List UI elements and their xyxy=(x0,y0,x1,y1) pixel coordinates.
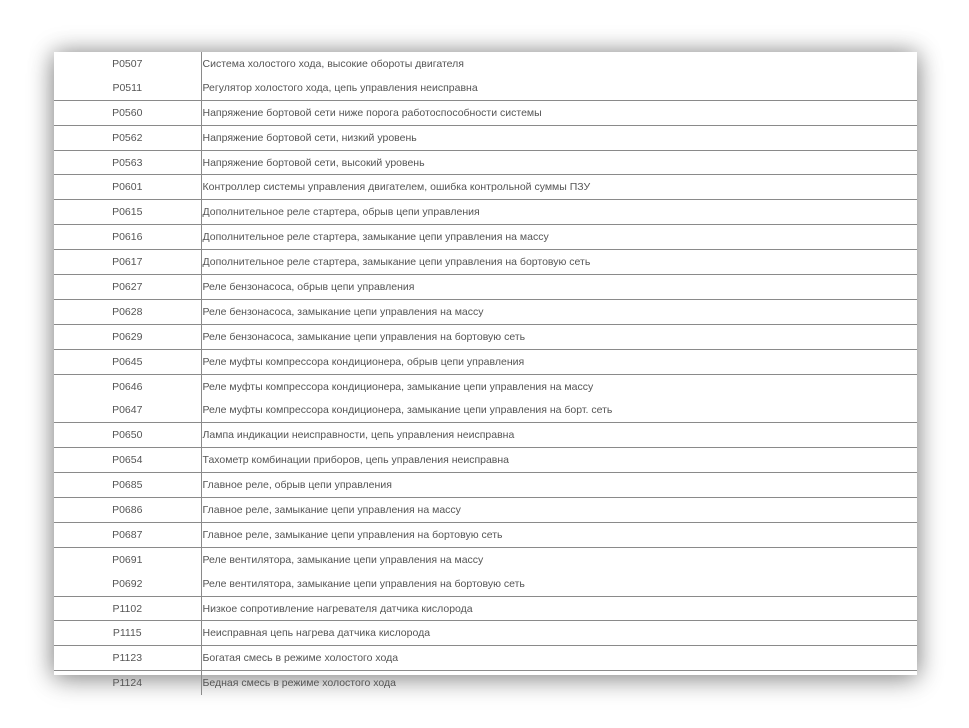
table-row xyxy=(54,522,917,547)
fault-code-cell: P1123 xyxy=(54,646,201,671)
fault-description-cell: Низкое сопротивление нагревателя датчика кислорода xyxy=(201,596,917,621)
fault-code-cell: P0685 xyxy=(54,473,201,498)
table-row xyxy=(54,150,917,175)
table-row xyxy=(54,250,917,275)
fault-description-cell: Тахометр комбинации приборов, цепь управления неисправна xyxy=(201,448,917,473)
table-row xyxy=(54,52,917,76)
fault-description-cell: Реле муфты компрессора кондиционера, обрыв цепи управления xyxy=(201,349,917,374)
table-row xyxy=(54,324,917,349)
table-row xyxy=(54,374,917,398)
fault-description-cell: Реле муфты компрессора кондиционера, замыкание цепи управления на борт. сеть xyxy=(202,404,613,417)
fault-code-cell: P0629 xyxy=(54,324,201,349)
table-row xyxy=(54,547,917,571)
fault-code-cell: P0686 xyxy=(54,498,201,523)
fault-description-cell: Главное реле, замыкание цепи управления на массу xyxy=(201,498,917,523)
fault-code-table-body xyxy=(54,52,917,695)
fault-code-cell: P0645 xyxy=(54,349,201,374)
fault-code-cell: P0615 xyxy=(54,200,201,225)
fault-code-cell: P0616 xyxy=(54,225,201,250)
fault-description-cell: Контроллер системы управления двигателем, ошибка контрольной суммы ПЗУ xyxy=(201,175,917,200)
fault-description-cell: Главное реле, обрыв цепи управления xyxy=(201,473,917,498)
table-row xyxy=(54,498,917,523)
fault-code-cell: P1115 xyxy=(54,621,201,646)
fault-code-cell: P0692 xyxy=(54,572,201,596)
document-page xyxy=(54,52,917,690)
fault-description-cell: Реле бензонасоса, обрыв цепи управления xyxy=(201,275,917,300)
fault-description-cell: Главное реле, замыкание цепи управления на бортовую сеть xyxy=(201,522,917,547)
fault-description-cell: Лампа индикации неисправности, цепь управления неисправна xyxy=(201,423,917,448)
table-row xyxy=(54,646,917,671)
table-row xyxy=(54,349,917,374)
table-row xyxy=(54,200,917,225)
fault-description-cell: Напряжение бортовой сети ниже порога работоспособности системы xyxy=(201,100,917,125)
fault-description-cell: Напряжение бортовой сети, высокий уровень xyxy=(201,150,917,175)
table-row xyxy=(54,423,917,448)
table-row xyxy=(54,125,917,150)
fault-description-cell: Реле вентилятора, замыкание цепи управления на массу xyxy=(201,547,917,571)
fault-code-cell: P0628 xyxy=(54,299,201,324)
fault-description-cell: Регулятор холостого хода, цепь управления неисправна xyxy=(202,81,478,94)
table-row xyxy=(54,76,917,100)
fault-description-cell: Богатая смесь в режиме холостого хода xyxy=(201,646,917,671)
fault-code-cell: P0627 xyxy=(54,275,201,300)
fault-code-cell: P0687 xyxy=(54,522,201,547)
fault-description-cell: Напряжение бортовой сети, низкий уровень xyxy=(201,125,917,150)
table-row xyxy=(54,100,917,125)
fault-description-cell: Дополнительное реле стартера, замыкание цепи управления на массу xyxy=(201,225,917,250)
table-row xyxy=(54,398,917,422)
fault-code-cell: P0601 xyxy=(54,175,201,200)
fault-code-cell: P0654 xyxy=(54,448,201,473)
fault-code-cell: P0647 xyxy=(54,398,201,422)
fault-code-cell: P0650 xyxy=(54,423,201,448)
table-row xyxy=(54,572,917,596)
table-row xyxy=(54,621,917,646)
fault-code-cell: P0563 xyxy=(54,150,201,175)
fault-description-cell: Дополнительное реле стартера, обрыв цепи управления xyxy=(201,200,917,225)
fault-code-cell: P0617 xyxy=(54,250,201,275)
fault-description-cell: Реле вентилятора, замыкание цепи управления на бортовую сеть xyxy=(202,577,525,590)
table-row xyxy=(54,275,917,300)
fault-description-cell: Реле бензонасоса, замыкание цепи управления на бортовую сеть xyxy=(201,324,917,349)
fault-code-cell: P0562 xyxy=(54,125,201,150)
fault-code-cell: P0507 xyxy=(54,52,201,76)
fault-description-cell: Бедная смесь в режиме холостого хода xyxy=(201,671,917,695)
fault-description-cell: Реле бензонасоса, замыкание цепи управления на массу xyxy=(201,299,917,324)
fault-code-cell: P1102 xyxy=(54,596,201,621)
table-row xyxy=(54,225,917,250)
fault-description-cell: Реле муфты компрессора кондиционера, замыкание цепи управления на массу xyxy=(201,374,917,398)
fault-code-cell: P1124 xyxy=(54,671,201,695)
table-row xyxy=(54,448,917,473)
table-row xyxy=(54,596,917,621)
table-row xyxy=(54,671,917,695)
table-row xyxy=(54,299,917,324)
table-row xyxy=(54,473,917,498)
fault-code-cell: P0646 xyxy=(54,374,201,398)
fault-code-table xyxy=(54,52,917,695)
fault-description-cell: Дополнительное реле стартера, замыкание цепи управления на бортовую сеть xyxy=(201,250,917,275)
fault-code-cell: P0511 xyxy=(54,76,201,100)
fault-code-cell: P0691 xyxy=(54,547,201,571)
fault-code-cell: P0560 xyxy=(54,100,201,125)
fault-description-cell: Неисправная цепь нагрева датчика кислорода xyxy=(201,621,917,646)
table-row xyxy=(54,175,917,200)
fault-description-cell: Система холостого хода, высокие обороты двигателя xyxy=(202,57,464,70)
